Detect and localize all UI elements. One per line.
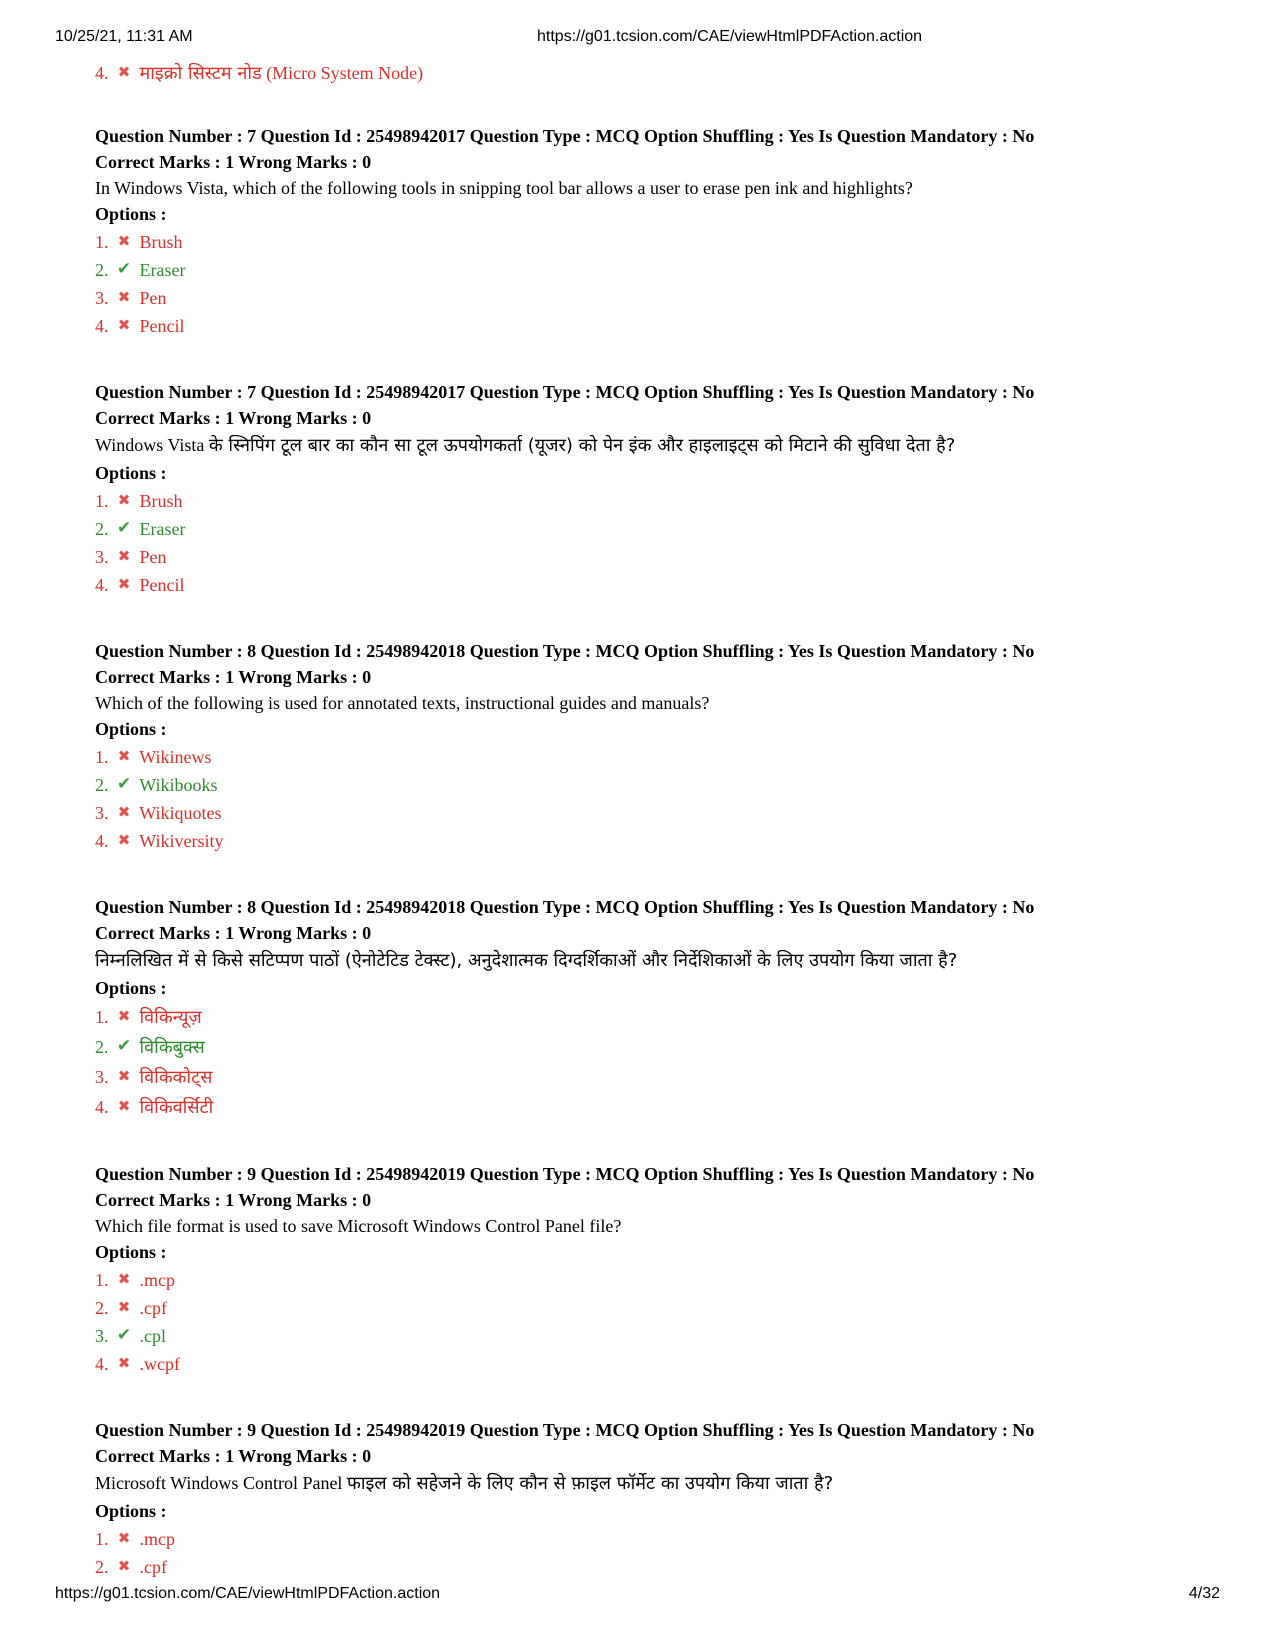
cross-icon: ✖ [117, 1067, 131, 1085]
check-icon: ✔ [116, 259, 132, 279]
option-item: 1. ✖ .mcp [95, 1265, 1225, 1293]
marks-meta: Correct Marks : 1 Wrong Marks : 0 [95, 152, 372, 172]
page-number: 4/32 [1188, 1585, 1220, 1602]
question-text: Microsoft Windows Control Panel फाइल को सहेजने के लिए कौन से फ़ाइल फॉर्मेट का उपयोग किया जाता है? [95, 1473, 834, 1494]
option-item: 1. ✖ .mcp [95, 1524, 1225, 1552]
cross-icon: ✖ [117, 63, 131, 81]
question-meta: Question Number : 9 Question Id : 25498942019 Question Type : MCQ Option Shuffling : Yes Is Question Mandatory : No [95, 1164, 1035, 1184]
option-item: 4. ✖ Pencil [95, 570, 1225, 598]
option-item: 4. ✖ विकिवर्सिटी [95, 1091, 1225, 1121]
cross-icon: ✖ [117, 316, 131, 334]
document-content [95, 58, 1225, 1580]
check-icon: ✔ [116, 1325, 132, 1345]
question-text: Windows Vista के स्निपिंग टूल बार का कौन सा टूल ऊपयोगकर्ता (यूजर) को पेन इंक और हाइलाइट्स को मिटाने की सुविधा देता है? [95, 435, 956, 456]
check-icon: ✔ [116, 1036, 132, 1056]
option-item: 1. ✖ विकिन्यूज़ [95, 1001, 1225, 1031]
question-meta: Question Number : 9 Question Id : 25498942019 Question Type : MCQ Option Shuffling : Yes Is Question Mandatory : No [95, 1420, 1035, 1440]
options-label: Options : [95, 1501, 167, 1521]
option-item: 3. ✖ Pen [95, 283, 1225, 311]
option-item: 2. ✖ .cpf [95, 1552, 1225, 1580]
option-item-correct: 2. ✔ विकिबुक्स [95, 1031, 1225, 1061]
marks-meta: Correct Marks : 1 Wrong Marks : 0 [95, 1190, 372, 1210]
option-item-correct: 3. ✔ .cpl [95, 1321, 1225, 1349]
cross-icon: ✖ [117, 232, 131, 250]
option-item-correct: 2. ✔ Eraser [95, 514, 1225, 542]
page-footer [0, 1585, 1275, 1609]
option-item: 4. ✖ Pencil [95, 311, 1225, 339]
cross-icon: ✖ [117, 1298, 131, 1316]
footer-url: https://g01.tcsion.com/CAE/viewHtmlPDFAction.action [55, 1585, 441, 1602]
options-label: Options : [95, 463, 167, 483]
question-block [95, 638, 1225, 854]
cross-icon: ✖ [117, 1270, 131, 1288]
option-item: 1. ✖ Brush [95, 486, 1225, 514]
question-text: Which file format is used to save Microsoft Windows Control Panel file? [95, 1216, 622, 1236]
page-header [0, 28, 1275, 52]
option-item: 3. ✖ Wikiquotes [95, 798, 1225, 826]
cross-icon: ✖ [117, 547, 131, 565]
question-meta: Question Number : 7 Question Id : 25498942017 Question Type : MCQ Option Shuffling : Yes Is Question Mandatory : No [95, 126, 1035, 146]
cross-icon: ✖ [117, 1097, 131, 1115]
option-item: 4. ✖ .wcpf [95, 1349, 1225, 1377]
option-item-correct: 2. ✔ Eraser [95, 255, 1225, 283]
option-text: (Micro System Node) [266, 63, 424, 83]
marks-meta: Correct Marks : 1 Wrong Marks : 0 [95, 923, 372, 943]
question-block [95, 123, 1225, 339]
question-meta: Question Number : 8 Question Id : 25498942018 Question Type : MCQ Option Shuffling : Yes Is Question Mandatory : No [95, 641, 1035, 661]
option-item: 2. ✖ .cpf [95, 1293, 1225, 1321]
marks-meta: Correct Marks : 1 Wrong Marks : 0 [95, 408, 372, 428]
question-text: Which of the following is used for annotated texts, instructional guides and manuals? [95, 693, 710, 713]
question-block [95, 379, 1225, 598]
option-item-correct: 2. ✔ Wikibooks [95, 770, 1225, 798]
options-label: Options : [95, 978, 167, 998]
question-block [95, 1417, 1225, 1580]
question-text: निम्नलिखित में से किसे सटिप्पण पाठों (ऐनोटेटिड टेक्स्ट), अनुदेशात्मक दिग्दर्शिकाओं और निर्देशिकाओं के लिए उपयोग किया जाता है? [95, 950, 958, 971]
option-carryover [95, 58, 1225, 86]
cross-icon: ✖ [117, 803, 131, 821]
option-item: 3. ✖ Pen [95, 542, 1225, 570]
question-meta: Question Number : 7 Question Id : 25498942017 Question Type : MCQ Option Shuffling : Yes Is Question Mandatory : No [95, 382, 1035, 402]
option-text-hindi: माइक्रो सिस्टम नोड [139, 63, 262, 84]
options-label: Options : [95, 719, 167, 739]
question-block [95, 1161, 1225, 1377]
cross-icon: ✖ [117, 1354, 131, 1372]
question-text: In Windows Vista, which of the following tools in snipping tool bar allows a user to erase pen ink and highlights? [95, 178, 913, 198]
check-icon: ✔ [116, 518, 132, 538]
question-block [95, 894, 1225, 1121]
cross-icon: ✖ [117, 1007, 131, 1025]
marks-meta: Correct Marks : 1 Wrong Marks : 0 [95, 1446, 372, 1466]
cross-icon: ✖ [117, 491, 131, 509]
option-item: 1. ✖ Brush [95, 227, 1225, 255]
cross-icon: ✖ [117, 288, 131, 306]
print-datetime: 10/25/21, 11:31 AM [55, 28, 193, 45]
marks-meta: Correct Marks : 1 Wrong Marks : 0 [95, 667, 372, 687]
question-meta: Question Number : 8 Question Id : 25498942018 Question Type : MCQ Option Shuffling : Yes Is Question Mandatory : No [95, 897, 1035, 917]
options-label: Options : [95, 204, 167, 224]
option-item: 1. ✖ Wikinews [95, 742, 1225, 770]
check-icon: ✔ [116, 774, 132, 794]
header-url: https://g01.tcsion.com/CAE/viewHtmlPDFAction.action [537, 28, 923, 45]
cross-icon: ✖ [117, 575, 131, 593]
cross-icon: ✖ [117, 747, 131, 765]
option-item: 3. ✖ विकिकोट्स [95, 1061, 1225, 1091]
cross-icon: ✖ [117, 1557, 131, 1575]
options-label: Options : [95, 1242, 167, 1262]
cross-icon: ✖ [117, 1529, 131, 1547]
cross-icon: ✖ [117, 831, 131, 849]
option-item: 4. ✖ Wikiversity [95, 826, 1225, 854]
option-number: 4. [95, 63, 109, 83]
